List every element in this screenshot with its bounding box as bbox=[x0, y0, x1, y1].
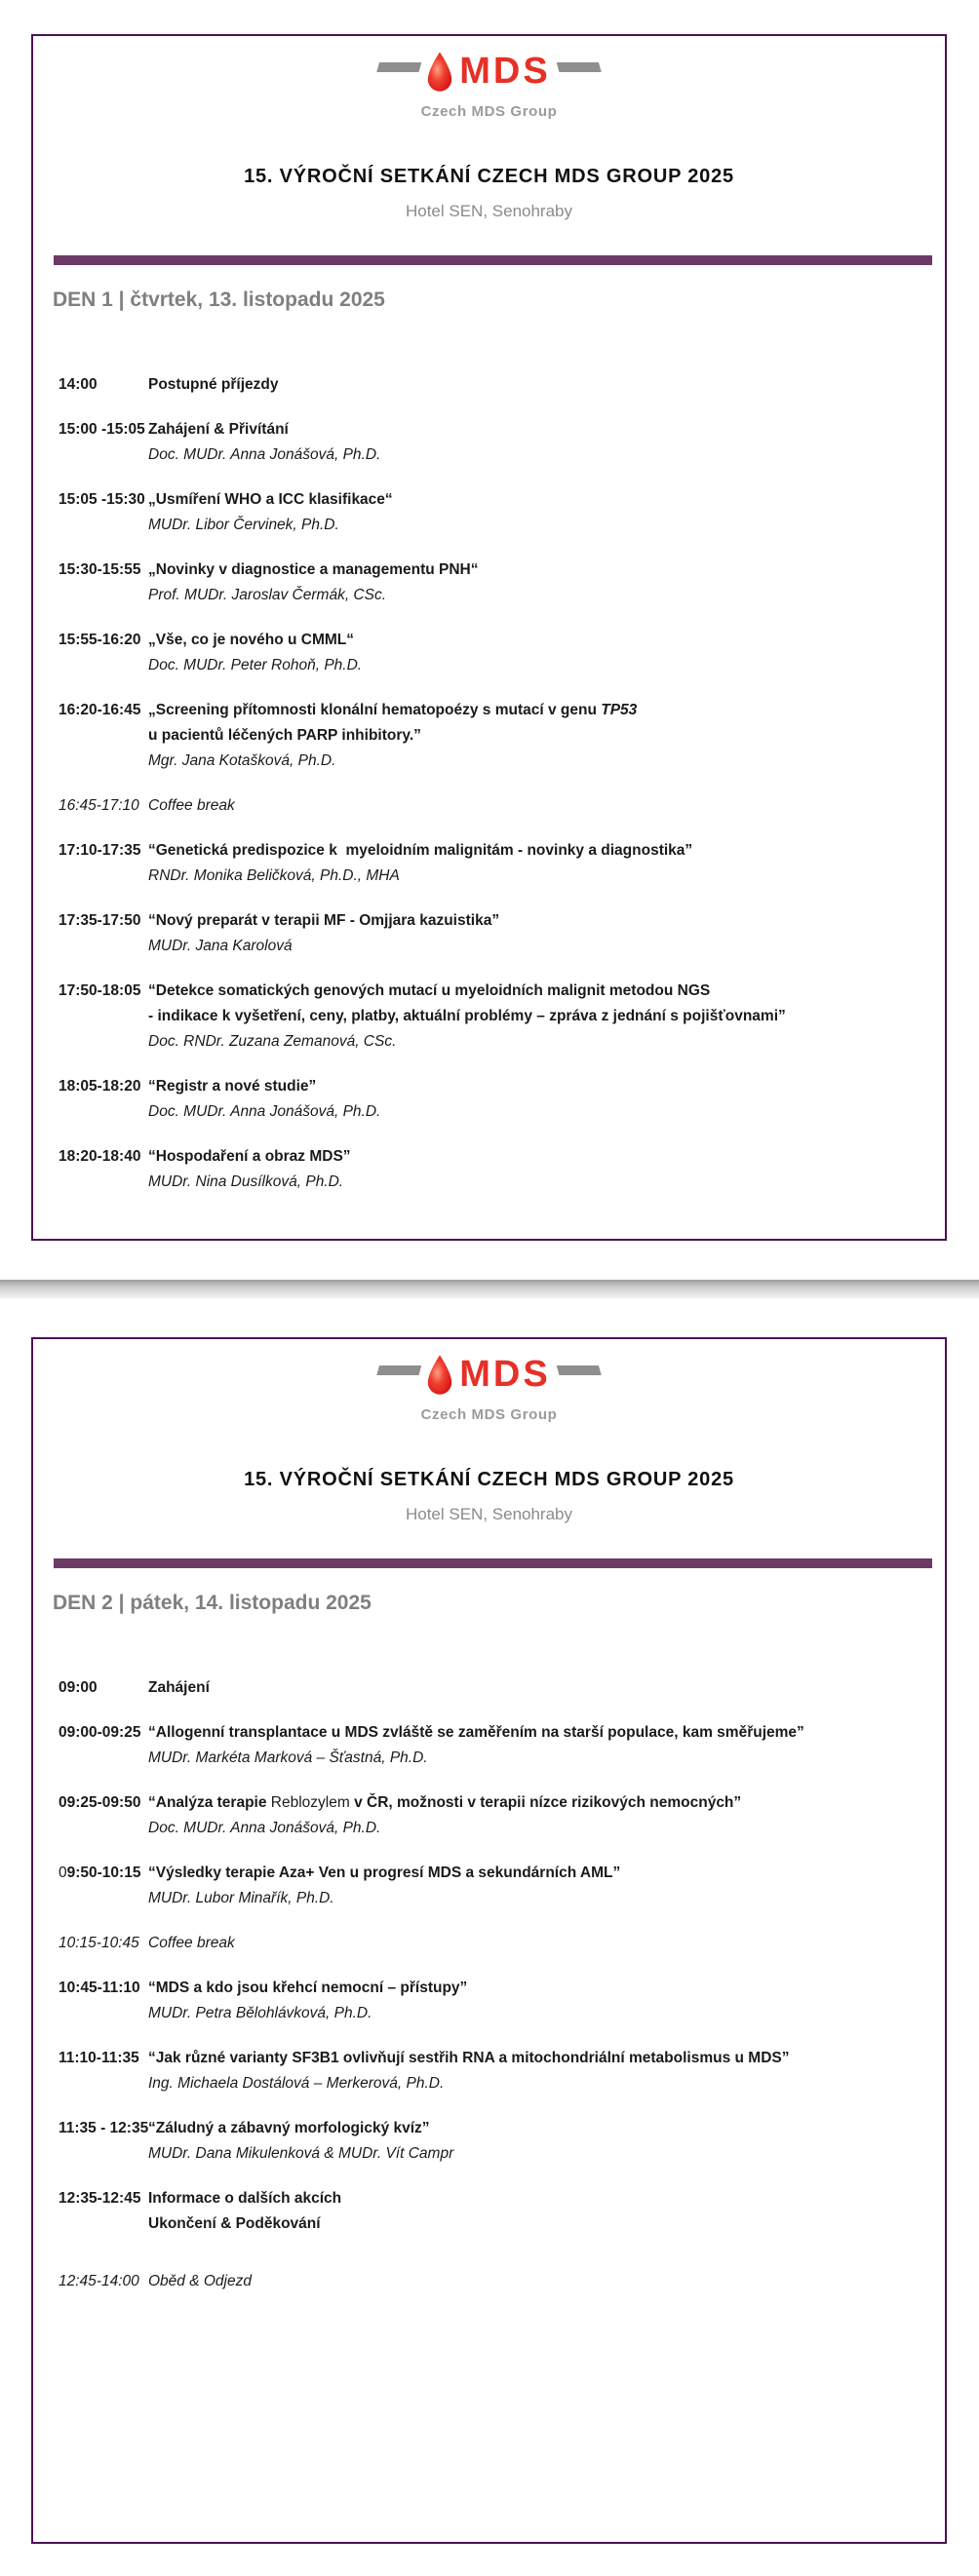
agenda-row bbox=[59, 1144, 935, 1195]
page-gap-separator bbox=[0, 1280, 979, 1298]
agenda-time: 17:50-18:05 bbox=[59, 982, 141, 999]
agenda-line: Postupné příjezdy bbox=[148, 376, 279, 393]
agenda-line: „Vše, co je nového u CMML“ bbox=[148, 632, 354, 648]
agenda-entry bbox=[148, 1931, 935, 1956]
agenda-time: 17:35-17:50 bbox=[59, 912, 141, 929]
agenda-entry bbox=[148, 793, 935, 819]
agenda-row bbox=[59, 1790, 935, 1841]
agenda-time: 09:00-09:25 bbox=[59, 1724, 141, 1741]
agenda-entry bbox=[148, 838, 935, 889]
day-heading: DEN 2 | pátek, 14. listopadu 2025 bbox=[53, 1592, 372, 1614]
agenda-line: “MDS a kdo jsou křehcí nemocní – přístupy” bbox=[148, 1980, 468, 1996]
agenda-entry bbox=[148, 1720, 935, 1771]
agenda-line: “Záludný a zábavný morfologický kvíz” bbox=[148, 2120, 430, 2136]
agenda-line: “Genetická predispozice k myeloidním malignitám - novinky a diagnostika” bbox=[148, 842, 693, 859]
program-page-1 bbox=[31, 34, 947, 1241]
agenda-entry bbox=[148, 487, 935, 538]
agenda-entry bbox=[148, 372, 935, 398]
agenda-line: Coffee break bbox=[148, 1935, 235, 1951]
divider-bar bbox=[54, 255, 932, 265]
agenda-entry bbox=[148, 557, 935, 608]
agenda-line: RNDr. Monika Beličková, Ph.D., MHA bbox=[148, 867, 400, 884]
agenda-row bbox=[59, 2116, 935, 2167]
agenda-time: 18:20-18:40 bbox=[59, 1148, 141, 1165]
agenda-row bbox=[59, 908, 935, 959]
agenda-line: MUDr. Jana Karolová bbox=[148, 938, 293, 954]
agenda-time: 16:20-16:45 bbox=[59, 702, 141, 718]
agenda-time: 11:35 - 12:35 bbox=[59, 2120, 149, 2136]
agenda-row bbox=[59, 1931, 935, 1956]
mds-logo bbox=[33, 50, 945, 98]
agenda-row bbox=[59, 1976, 935, 2026]
agenda-row bbox=[59, 793, 935, 819]
agenda-line: „Novinky v diagnostice a managementu PNH“ bbox=[148, 561, 479, 578]
agenda-line: Informace o dalších akcích bbox=[148, 2190, 342, 2207]
agenda-row bbox=[59, 838, 935, 889]
agenda-line: Doc. MUDr. Anna Jonášová, Ph.D. bbox=[148, 1103, 381, 1120]
agenda-line: “Hospodaření a obraz MDS” bbox=[148, 1148, 351, 1165]
agenda-time: 09:50-10:15 bbox=[59, 1865, 141, 1881]
logo-subtitle: Czech MDS Group bbox=[420, 103, 558, 120]
agenda-line: MUDr. Petra Bělohlávková, Ph.D. bbox=[148, 2005, 372, 2021]
agenda-line: Ukončení & Poděkování bbox=[148, 2215, 321, 2232]
agenda-entry bbox=[148, 628, 935, 678]
agenda-row bbox=[59, 2269, 935, 2294]
agenda-line: “Detekce somatických genových mutací u myeloidních malignit metodou NGS bbox=[148, 982, 711, 999]
agenda-line: Zahájení bbox=[148, 1679, 210, 1696]
agenda-entry bbox=[148, 908, 935, 959]
agenda-time: 14:00 bbox=[59, 376, 98, 393]
agenda-time: 12:45-14:00 bbox=[59, 2273, 139, 2289]
agenda-line: “Analýza terapie Reblozylem v ČR, možnosti v terapii nízce rizikových nemocných” bbox=[148, 1794, 742, 1811]
agenda-entry bbox=[148, 1790, 935, 1841]
agenda-line: Prof. MUDr. Jaroslav Čermák, CSc. bbox=[148, 587, 387, 603]
agenda-time: 15:30-15:55 bbox=[59, 561, 141, 578]
day-heading: DEN 1 | čtvrtek, 13. listopadu 2025 bbox=[53, 288, 385, 311]
page-title: 15. VÝROČNÍ SETKÁNÍ CZECH MDS GROUP 2025 bbox=[244, 1469, 734, 1490]
agenda-line: Doc. MUDr. Anna Jonášová, Ph.D. bbox=[148, 1820, 381, 1836]
program-page-2 bbox=[31, 1337, 947, 2544]
mds-logo bbox=[33, 1353, 945, 1402]
agenda-entry bbox=[148, 1074, 935, 1125]
agenda-time: 16:45-17:10 bbox=[59, 797, 139, 814]
agenda-time: 12:35-12:45 bbox=[59, 2190, 141, 2207]
agenda-entry bbox=[148, 2186, 935, 2237]
agenda-row bbox=[59, 417, 935, 468]
agenda-time: 15:05 -15:30 bbox=[59, 491, 145, 508]
venue-subtitle: Hotel SEN, Senohraby bbox=[405, 1505, 573, 1523]
agenda-row bbox=[59, 2186, 935, 2237]
page-title: 15. VÝROČNÍ SETKÁNÍ CZECH MDS GROUP 2025 bbox=[244, 166, 734, 187]
agenda-row bbox=[59, 1720, 935, 1771]
agenda-time: 15:00 -15:05 bbox=[59, 421, 145, 438]
logo-text: MDS bbox=[459, 51, 551, 92]
agenda-line: “Allogenní transplantace u MDS zvláště se zaměřením na starší populace, kam směřujeme” bbox=[148, 1724, 804, 1741]
agenda-entry bbox=[148, 1144, 935, 1195]
agenda-entry bbox=[148, 2116, 935, 2167]
agenda-entry bbox=[148, 417, 935, 468]
blood-drop-icon bbox=[425, 50, 454, 95]
logo-dash-right-icon bbox=[557, 62, 602, 72]
divider-bar bbox=[54, 1558, 932, 1568]
agenda-line: “Nový preparát v terapii MF - Omjjara kazuistika” bbox=[148, 912, 500, 929]
agenda-day-1 bbox=[59, 372, 935, 1195]
logo-subtitle: Czech MDS Group bbox=[420, 1406, 558, 1423]
agenda-line: MUDr. Nina Dusílková, Ph.D. bbox=[148, 1173, 344, 1190]
agenda-entry bbox=[148, 979, 935, 1055]
agenda-time: 10:15-10:45 bbox=[59, 1935, 139, 1951]
agenda-line: “Výsledky terapie Aza+ Ven u progresí MDS a sekundárních AML” bbox=[148, 1865, 621, 1881]
agenda-time: 11:10-11:35 bbox=[59, 2050, 139, 2066]
agenda-row bbox=[59, 2046, 935, 2096]
agenda-time: 09:25-09:50 bbox=[59, 1794, 141, 1811]
agenda-row bbox=[59, 1861, 935, 1911]
agenda-entry bbox=[148, 1861, 935, 1911]
agenda-entry bbox=[148, 2046, 935, 2096]
agenda-line: „Usmíření WHO a ICC klasifikace“ bbox=[148, 491, 393, 508]
agenda-line: “Registr a nové studie” bbox=[148, 1078, 317, 1095]
agenda-line: MUDr. Lubor Minařík, Ph.D. bbox=[148, 1890, 334, 1906]
logo-dash-left-icon bbox=[376, 62, 421, 72]
agenda-line: Ing. Michaela Dostálová – Merkerová, Ph.D. bbox=[148, 2075, 445, 2092]
agenda-row bbox=[59, 487, 935, 538]
agenda-time: 09:00 bbox=[59, 1679, 98, 1696]
agenda-line: Mgr. Jana Kotašková, Ph.D. bbox=[148, 752, 336, 769]
agenda-time: 18:05-18:20 bbox=[59, 1078, 141, 1095]
agenda-line: u pacientů léčených PARP inhibitory.” bbox=[148, 727, 421, 744]
agenda-entry bbox=[148, 1976, 935, 2026]
agenda-line: MUDr. Markéta Marková – Šťastná, Ph.D. bbox=[148, 1749, 428, 1766]
logo-dash-left-icon bbox=[376, 1365, 421, 1375]
venue-subtitle: Hotel SEN, Senohraby bbox=[405, 202, 573, 220]
agenda-entry bbox=[148, 2269, 935, 2294]
agenda-entry bbox=[148, 698, 935, 774]
agenda-line: - indikace k vyšetření, ceny, platby, aktuální problémy – zpráva z jednání s pojišťovnami” bbox=[148, 1008, 786, 1024]
agenda-time: 17:10-17:35 bbox=[59, 842, 141, 859]
agenda-line: Doc. MUDr. Anna Jonášová, Ph.D. bbox=[148, 446, 381, 463]
agenda-line: MUDr. Libor Červinek, Ph.D. bbox=[148, 517, 339, 533]
agenda-line: Oběd & Odjezd bbox=[148, 2273, 252, 2289]
agenda-time: 15:55-16:20 bbox=[59, 632, 141, 648]
agenda-row bbox=[59, 628, 935, 678]
agenda-day-2 bbox=[59, 1675, 935, 2294]
agenda-line: „Screening přítomnosti klonální hematopoézy s mutací v genu TP53 bbox=[148, 702, 638, 718]
agenda-line: Doc. RNDr. Zuzana Zemanová, CSc. bbox=[148, 1033, 397, 1050]
agenda-row bbox=[59, 1675, 935, 1701]
agenda-row bbox=[59, 979, 935, 1055]
agenda-row bbox=[59, 372, 935, 398]
agenda-row bbox=[59, 1074, 935, 1125]
agenda-line: Zahájení & Přivítání bbox=[148, 421, 289, 438]
agenda-row bbox=[59, 557, 935, 608]
agenda-line: MUDr. Dana Mikulenková & MUDr. Vít Campr bbox=[148, 2145, 454, 2162]
agenda-line: “Jak různé varianty SF3B1 ovlivňují sestřih RNA a mitochondriální metabolismus u MDS” bbox=[148, 2050, 790, 2066]
blood-drop-icon bbox=[425, 1353, 454, 1398]
agenda-row bbox=[59, 698, 935, 774]
logo-dash-right-icon bbox=[557, 1365, 602, 1375]
agenda-time: 10:45-11:10 bbox=[59, 1980, 140, 1996]
agenda-line: Doc. MUDr. Peter Rohoň, Ph.D. bbox=[148, 657, 363, 673]
logo-text: MDS bbox=[459, 1354, 551, 1395]
agenda-entry bbox=[148, 1675, 935, 1701]
agenda-line: Coffee break bbox=[148, 797, 235, 814]
